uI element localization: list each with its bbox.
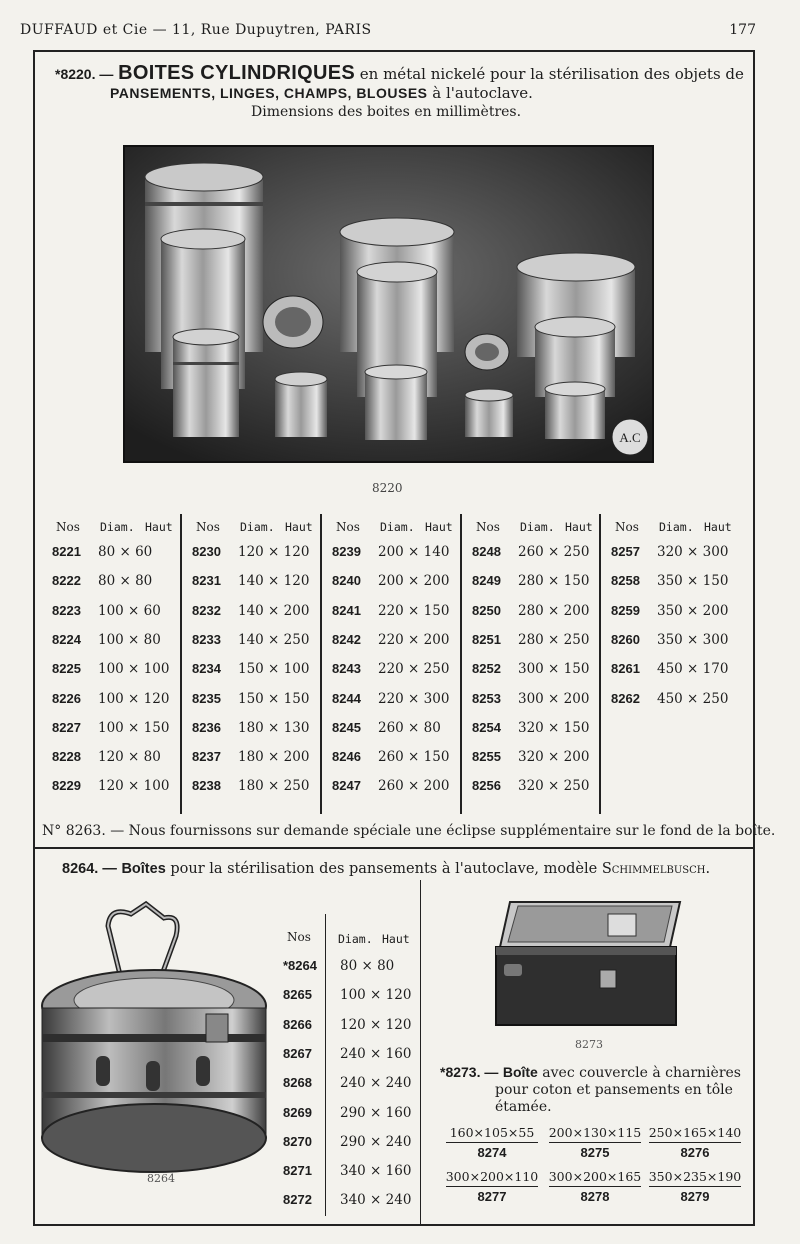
- table-row-dimensions: 100 × 120: [340, 987, 412, 1004]
- item-8264-number: 8264. —: [62, 861, 117, 877]
- table-row-dimensions: 300 × 200: [518, 690, 590, 707]
- table-row-number: 8238: [192, 778, 221, 794]
- table-row-number: 8232: [192, 602, 221, 618]
- grid-underline: [549, 1142, 641, 1143]
- item-8273-line3: étamée.: [495, 1099, 552, 1115]
- item-8273-line1: avec couvercle à charnières: [542, 1065, 741, 1081]
- table-row-dimensions: 450 × 250: [657, 690, 729, 707]
- cylinder-boxes-illustration: [125, 147, 652, 461]
- table-row-dimensions: 80 × 80: [340, 958, 395, 974]
- table-divider: [320, 514, 322, 814]
- table-row-dimensions: 320 × 250: [518, 778, 590, 795]
- item-8264-title: [62, 861, 710, 877]
- column-header-haut: Haut: [425, 520, 453, 534]
- table-row-dimensions: 140 × 120: [238, 573, 310, 590]
- grid-reference: 8274: [477, 1145, 507, 1160]
- item-8264-desc: pour la stérilisation des pansements à l'autoclave, modèle: [170, 861, 598, 877]
- item-8220-uses: PANSEMENTS, LINGES, CHAMPS, BLOUSES: [110, 85, 428, 101]
- grid-reference: 8278: [580, 1189, 610, 1204]
- schimmelbusch-drum-illustration: [36, 896, 276, 1186]
- table-row-number: 8226: [52, 690, 81, 706]
- column-header-haut: Haut: [704, 520, 732, 534]
- item-8273-line2: pour coton et pansements en tôle: [495, 1082, 733, 1098]
- table-row-number: 8224: [52, 631, 81, 647]
- column-header-nos: Nos: [476, 520, 500, 534]
- item-8220-number: *8220. —: [55, 66, 114, 82]
- grid-reference: 8275: [580, 1145, 610, 1160]
- table-row-number: 8256: [472, 778, 501, 794]
- table-row-dimensions: 200 × 200: [378, 573, 450, 590]
- table-row-dimensions: 450 × 170: [657, 661, 729, 678]
- table-row-number: 8221: [52, 544, 81, 559]
- table-row-number: 8241: [332, 602, 361, 618]
- column-header-diam: Diam.: [338, 932, 373, 946]
- column-header-haut: Haut: [145, 520, 173, 534]
- grid-dimension: 300×200×110: [445, 1169, 539, 1184]
- table-row-number: 8227: [52, 719, 81, 735]
- product-photo-8220: [123, 145, 654, 463]
- grid-dimension: 250×165×140: [648, 1125, 742, 1140]
- table-row-dimensions: 320 × 300: [657, 544, 729, 560]
- note-8263: N° 8263. — Nous fournissons sur demande spéciale une éclipse supplémentaire sur le fond de la boîte.: [42, 823, 776, 839]
- table-row-number: 8239: [332, 544, 361, 559]
- table-row-dimensions: 80 × 60: [98, 544, 153, 560]
- table-row-dimensions: 140 × 250: [238, 631, 310, 648]
- column-header-diam: Diam.: [659, 520, 694, 534]
- table-row-dimensions: 120 × 100: [98, 778, 170, 795]
- item-8220-heading: BOITES CYLINDRIQUES: [118, 62, 355, 84]
- table-row-dimensions: 220 × 250: [378, 661, 450, 678]
- table-row-number: 8253: [472, 690, 501, 706]
- table-row-number: 8223: [52, 602, 81, 618]
- table-row-number: 8260: [611, 631, 640, 647]
- grid-dimension: 160×105×55: [449, 1125, 535, 1140]
- item-8220-line1: en métal nickelé pour la stérilisation des objets de: [359, 65, 744, 83]
- column-header-nos: Nos: [336, 520, 360, 534]
- table-divider: [180, 514, 182, 814]
- table-row-number: 8255: [472, 749, 501, 765]
- column-header-diam: Diam.: [380, 520, 415, 534]
- table-row-dimensions: 220 × 300: [378, 690, 450, 707]
- column-header-diam: Diam.: [240, 520, 275, 534]
- table-row-dimensions: 280 × 250: [518, 631, 590, 648]
- item-8220-dimensions-note: Dimensions des boites en millimètres.: [251, 104, 522, 120]
- table-row-dimensions: 320 × 200: [518, 749, 590, 766]
- page-header: [0, 18, 800, 42]
- table-row-dimensions: 100 × 80: [98, 631, 161, 648]
- grid-dimension: 350×235×190: [648, 1169, 742, 1184]
- table-row-number: 8237: [192, 749, 221, 765]
- table-row-number: 8252: [472, 661, 501, 677]
- table-row-number: 8249: [472, 573, 501, 589]
- table-row-dimensions: 260 × 250: [518, 544, 590, 560]
- photo-badge: A.C: [619, 430, 641, 445]
- table-row-number: 8257: [611, 544, 640, 559]
- table-row-dimensions: 300 × 150: [518, 661, 590, 678]
- table-row-dimensions: 100 × 120: [98, 690, 170, 707]
- item-8273-description: [440, 1064, 741, 1116]
- table-row-number: 8222: [52, 573, 81, 589]
- table-row-number: 8231: [192, 573, 221, 589]
- item-8273-name: Boîte: [502, 1064, 538, 1080]
- table-row-number: 8266: [283, 1016, 312, 1032]
- item-8220-line2: à l'autoclave.: [432, 84, 533, 102]
- table-row-number: 8269: [283, 1104, 312, 1120]
- page-number: 177: [729, 22, 756, 38]
- table-row-number: 8233: [192, 631, 221, 647]
- table-row-dimensions: 220 × 200: [378, 631, 450, 648]
- caption-8264: 8264: [147, 1172, 175, 1185]
- table-row-number: 8261: [611, 661, 640, 677]
- table-row-number: 8229: [52, 778, 81, 794]
- grid-reference: 8276: [680, 1145, 710, 1160]
- grid-dimension: 300×200×165: [548, 1169, 642, 1184]
- table-row-dimensions: 80 × 80: [98, 573, 153, 590]
- column-header-nos: Nos: [196, 520, 220, 534]
- grid-underline: [446, 1186, 538, 1187]
- table-row-number: 8243: [332, 661, 361, 677]
- table-row-number: 8265: [283, 987, 312, 1003]
- photo-caption-8220: 8220: [372, 481, 403, 495]
- table-row-number: 8254: [472, 719, 501, 735]
- table-row-dimensions: 280 × 200: [518, 602, 590, 619]
- grid-underline: [649, 1186, 741, 1187]
- table-row-dimensions: 180 × 250: [238, 778, 310, 795]
- grid-underline: [649, 1142, 741, 1143]
- table-row-number: 8251: [472, 631, 501, 647]
- table-row-dimensions: 290 × 240: [340, 1133, 412, 1150]
- table-row-number: 8230: [192, 544, 221, 559]
- table-row-dimensions: 200 × 140: [378, 544, 450, 560]
- table-row-number: 8248: [472, 544, 501, 559]
- table-row-dimensions: 120 × 120: [340, 1016, 412, 1033]
- table-divider: [325, 914, 326, 1216]
- table-row-dimensions: 220 × 150: [378, 602, 450, 619]
- item-8264-name: Boîtes: [121, 861, 166, 877]
- table-row-number: 8268: [283, 1075, 312, 1091]
- table-row-number: 8250: [472, 602, 501, 618]
- table-row-dimensions: 350 × 150: [657, 573, 729, 590]
- grid-reference: 8277: [477, 1189, 507, 1204]
- table-row-dimensions: 260 × 200: [378, 778, 450, 795]
- table-row-dimensions: 240 × 160: [340, 1045, 412, 1062]
- table-row-number: 8245: [332, 719, 361, 735]
- column-header-haut: Haut: [285, 520, 313, 534]
- column-header-nos: Nos: [287, 930, 311, 944]
- table-row-dimensions: 100 × 150: [98, 719, 170, 736]
- grid-dimension: 200×130×115: [548, 1125, 642, 1140]
- table-row-dimensions: 260 × 150: [378, 749, 450, 766]
- publisher-address: DUFFAUD et Cie — 11, Rue Dupuytren, PARIS: [20, 22, 372, 38]
- table-row-dimensions: 290 × 160: [340, 1104, 412, 1121]
- table-row-number: 8258: [611, 573, 640, 589]
- column-header-diam: Diam.: [100, 520, 135, 534]
- grid-underline: [549, 1186, 641, 1187]
- column-header-nos: Nos: [615, 520, 639, 534]
- column-header-diam: Diam.: [520, 520, 555, 534]
- column-divider: [420, 880, 421, 1224]
- table-row-dimensions: 120 × 120: [238, 544, 310, 560]
- table-row-dimensions: 120 × 80: [98, 749, 161, 766]
- table-row-number: 8246: [332, 749, 361, 765]
- column-header-haut: Haut: [382, 932, 410, 946]
- item-8273-number: *8273. —: [440, 1064, 499, 1080]
- table-row-dimensions: 350 × 300: [657, 631, 729, 648]
- table-divider: [599, 514, 601, 814]
- table-row-dimensions: 100 × 100: [98, 661, 170, 678]
- table-row-dimensions: 140 × 200: [238, 602, 310, 619]
- table-row-dimensions: 340 × 160: [340, 1163, 412, 1180]
- table-row-number: 8270: [283, 1133, 312, 1149]
- table-row-dimensions: 150 × 100: [238, 661, 310, 678]
- table-row-number: 8234: [192, 661, 221, 677]
- table-row-number: 8244: [332, 690, 361, 706]
- table-row-dimensions: 180 × 200: [238, 749, 310, 766]
- table-row-dimensions: 340 × 240: [340, 1192, 412, 1209]
- section-divider: [33, 847, 755, 849]
- grid-underline: [446, 1142, 538, 1143]
- table-row-dimensions: 100 × 60: [98, 602, 161, 619]
- table-row-number: 8267: [283, 1045, 312, 1061]
- table-row-number: 8240: [332, 573, 361, 589]
- grid-reference: 8279: [680, 1189, 710, 1204]
- table-row-number: 8225: [52, 661, 81, 677]
- table-row-dimensions: 180 × 130: [238, 719, 310, 736]
- table-row-number: 8272: [283, 1192, 312, 1208]
- table-row-dimensions: 350 × 200: [657, 602, 729, 619]
- table-row-number: 8247: [332, 778, 361, 794]
- column-header-haut: Haut: [565, 520, 593, 534]
- column-header-nos: Nos: [56, 520, 80, 534]
- table-row-dimensions: 150 × 150: [238, 690, 310, 707]
- table-row-number: 8242: [332, 631, 361, 647]
- item-8264-model: Schimmelbusch.: [601, 861, 711, 877]
- table-row-dimensions: 320 × 150: [518, 719, 590, 736]
- table-row-number: 8262: [611, 690, 640, 706]
- table-row-number: 8271: [283, 1163, 312, 1179]
- table-row-dimensions: 280 × 150: [518, 573, 590, 590]
- table-row-number: 8228: [52, 749, 81, 765]
- caption-8273: 8273: [575, 1038, 603, 1051]
- table-row-number: 8235: [192, 690, 221, 706]
- table-divider: [460, 514, 462, 814]
- table-row-dimensions: 240 × 240: [340, 1075, 412, 1092]
- table-row-number: *8264: [283, 958, 317, 973]
- table-row-number: 8236: [192, 719, 221, 735]
- table-row-dimensions: 260 × 80: [378, 719, 441, 736]
- item-8220-title: [55, 62, 745, 120]
- hinged-box-illustration: [490, 892, 690, 1032]
- table-row-number: 8259: [611, 602, 640, 618]
